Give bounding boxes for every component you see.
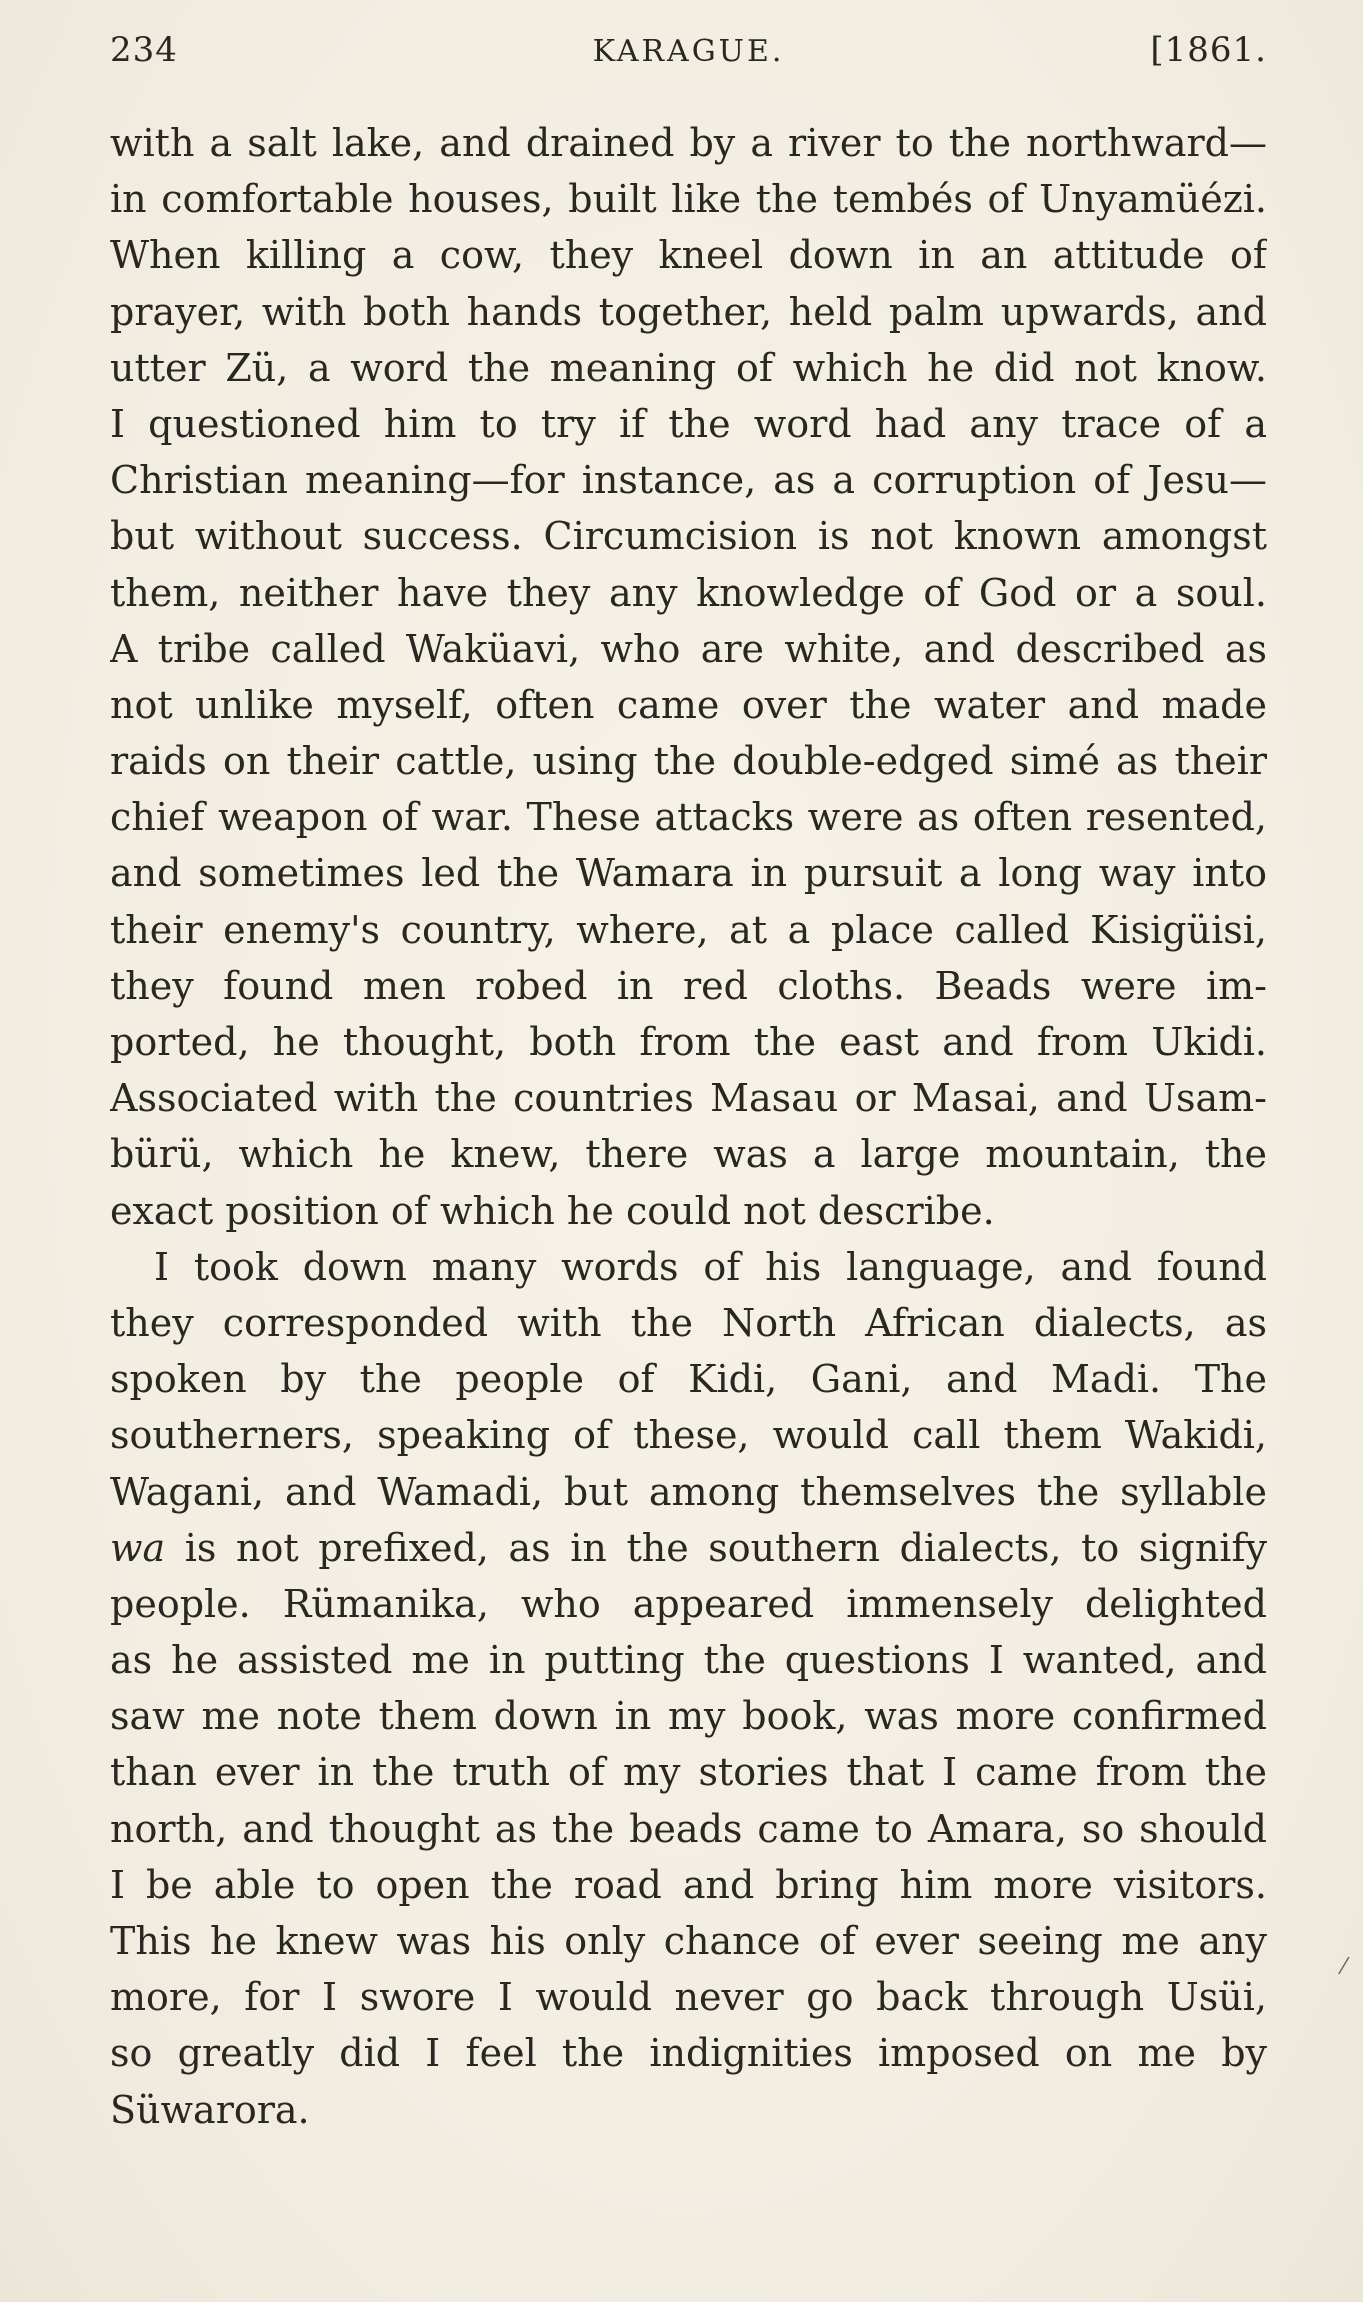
text-line: and sometimes led the Wamara in pursuit a long way into [110,851,1267,896]
page-number: 234 [110,30,178,70]
text-line: Süwarora. [110,2087,310,2132]
text-line: I questioned him to try if the word had any trace of a [110,401,1267,446]
text-line: utter Zü, a word the meaning of which he did not know. [110,345,1267,390]
text-line: southerners, speaking of these, would call them Wakidi, [110,1413,1267,1458]
text-line: I be able to open the road and bring him more visitors. [110,1862,1267,1907]
year-marker: [1861. [1150,30,1267,70]
text-line: more, for I swore I would never go back through Usüi, [110,1975,1267,2020]
text-line: exact position of which he could not describe. [110,1188,995,1233]
text-line: in comfortable houses, built like the tembés of Unyamüézi. [110,177,1267,222]
text-line: so greatly did I feel the indignities imposed on me by [110,2031,1267,2076]
text-line-rest: is not prefixed, as in the southern dialects, to signify [184,1525,1267,1570]
text-line: they found men robed in red cloths. Beads were im- [110,963,1267,1008]
text-line: raids on their cattle, using the double-edged simé as their [110,739,1267,784]
italic-word: wa [110,1525,166,1570]
text-line: not unlike myself, often came over the water and made [110,682,1267,727]
text-line: chief weapon of war. These attacks were as often resented, [110,795,1267,840]
text-line-with-italic [110,1520,1267,1576]
text-line: spoken by the people of Kidi, Gani, and Madi. The [110,1357,1267,1402]
text-line: A tribe called Waküavi, who are white, and described as [110,626,1267,671]
text-line: people. Rümanika, who appeared immensely delighted [110,1581,1267,1626]
body-text [110,115,1267,2138]
text-line: When killing a cow, they kneel down in an attitude of [110,233,1267,278]
text-line: This he knew was his only chance of ever seeing me any [110,1919,1267,1963]
text-line: their enemy's country, where, at a place called Kisigüisi, [110,907,1267,952]
page-header [110,30,1267,82]
margin-mark: ⁄ [1342,1955,1346,1980]
text-line: them, neither have they any knowledge of God or a soul. [110,570,1267,615]
text-line: prayer, with both hands together, held palm upwards, and [110,289,1267,334]
text-line: ported, he thought, both from the east and from Ukidi. [110,1020,1267,1064]
paragraph-start-line: I took down many words of his language, and found [154,1244,1267,1289]
text-line: bürü, which he knew, there was a large mountain, the [110,1132,1267,1177]
running-title: KARAGUE. [592,34,785,69]
text-line: saw me note them down in my book, was more confirmed [110,1694,1267,1739]
text-line: than ever in the truth of my stories that I came from the [110,1750,1267,1795]
text-line: with a salt lake, and drained by a river to the northward— [110,121,1267,165]
text-line: Christian meaning—for instance, as a corruption of Jesu— [110,458,1267,503]
text-line: Associated with the countries Masau or Masai, and Usam- [110,1076,1267,1121]
text-line: north, and thought as the beads came to Amara, so should [110,1806,1267,1851]
text-line: as he assisted me in putting the questions I wanted, and [110,1638,1267,1683]
text-line: Wagani, and Wamadi, but among themselves the syllable [110,1469,1267,1514]
text-line: they corresponded with the North African dialects, as [110,1300,1267,1345]
text-line: but without success. Circumcision is not known amongst [110,514,1267,559]
